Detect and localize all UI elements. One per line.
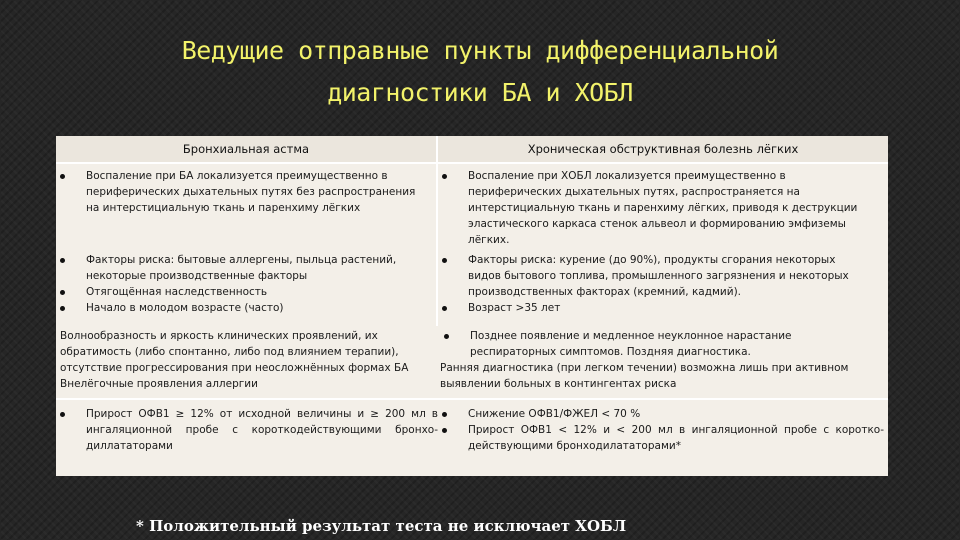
bullet-icon	[60, 258, 65, 263]
bullet-icon	[444, 334, 449, 339]
slide-title	[0, 30, 960, 114]
list-item-text: Прирост ОФВ1 < 12% и < 200 мл в ингаляционной пробе с коротко-действующими бронходилататорами*	[468, 424, 884, 452]
bullet-icon	[60, 174, 65, 179]
list-item	[438, 422, 884, 454]
slide-title-line-1: Ведущие отправные пункты дифференциальной	[181, 36, 779, 65]
list-item	[438, 252, 866, 300]
list-item-text: Начало в молодом возрасте (часто)	[86, 302, 284, 314]
bullet-icon	[442, 174, 447, 179]
list-item	[56, 168, 416, 216]
list-item-text: Воспаление при ХОБЛ локализуется преимущественно в периферических дыхательных путях, распространяется на интерстициальную ткань и паренхиму лёгких, приводя к деструкции эластического каркаса стенок альвеол и формированию эмфиземы лёгких.	[468, 170, 858, 246]
list-item	[56, 252, 416, 284]
list-item	[56, 284, 416, 300]
header-asthma: Бронхиальная астма	[56, 136, 436, 162]
header-copd: Хроническая обструктивная болезнь лёгких	[438, 136, 888, 162]
row4-copd-cell	[438, 406, 884, 454]
bullet-icon	[442, 258, 447, 263]
row2-asthma-cell	[56, 252, 416, 316]
list-item	[438, 300, 866, 316]
row1-copd-cell	[438, 168, 866, 248]
list-item	[56, 406, 438, 454]
row1-asthma-cell	[56, 168, 416, 216]
list-item-text: Факторы риска: бытовые аллергены, пыльца растений, некоторые производственные факторы	[86, 254, 397, 282]
bullet-icon	[60, 306, 65, 311]
list-item-text: Факторы риска: курение (до 90%), продукты сгорания некоторых видов бытового топлива, промышленного загрязнения и некоторых производственных факторах (кремний, кадмий).	[468, 254, 849, 298]
list-item	[56, 300, 416, 316]
slide-title-line-2: диагностики БА и ХОБЛ	[327, 78, 633, 107]
bullet-icon	[442, 428, 447, 433]
footnote: * Положительный результат теста не исключает ХОБЛ	[136, 517, 627, 535]
bullet-icon	[442, 306, 447, 311]
list-item	[438, 168, 866, 248]
row3-asthma-cell	[60, 328, 436, 392]
list-item-text: Возраст >35 лет	[468, 302, 561, 314]
list-item-text: Прирост ОФВ1 ≥ 12% от исходной величины и ≥ 200 мл в ингаляционной пробе с короткодействующими бронхо-диллататорами	[86, 408, 438, 452]
bullet-icon	[442, 412, 447, 417]
list-item	[440, 328, 866, 360]
row3-asthma-text-2: Внелёгочные проявления аллергии	[60, 378, 258, 390]
row3-asthma-text: Волнообразность и яркость клинических проявлений, их обратимость (либо спонтанно, либо под влиянием терапии), отсутствие прогрессирования при неосложнённых формах БА	[60, 330, 409, 374]
row4-asthma-cell	[56, 406, 438, 454]
row-divider	[56, 398, 888, 400]
list-item	[438, 406, 884, 422]
bullet-icon	[60, 412, 65, 417]
list-item-text: Воспаление при БА локализуется преимущественно в периферических дыхательных путях без распространения на интерстициальную ткань и паренхиму лёгких	[86, 170, 416, 214]
row2-copd-cell	[438, 252, 866, 316]
comparison-table	[56, 136, 888, 476]
list-item-text: Снижение ОФВ1/ФЖЕЛ < 70 %	[468, 408, 641, 420]
list-item-text: Позднее появление и медленное неуклонное нарастание респираторных симптомов. Поздняя диагностика.	[470, 330, 792, 358]
list-item-text: Отягощённая наследственность	[86, 286, 268, 298]
row3-copd-cell	[440, 328, 866, 392]
bullet-icon	[60, 290, 65, 295]
row-divider	[56, 162, 888, 164]
row3-copd-text-2: Ранняя диагностика (при легком течении) возможна лишь при активном выявлении больных в контингентах риска	[440, 362, 849, 390]
